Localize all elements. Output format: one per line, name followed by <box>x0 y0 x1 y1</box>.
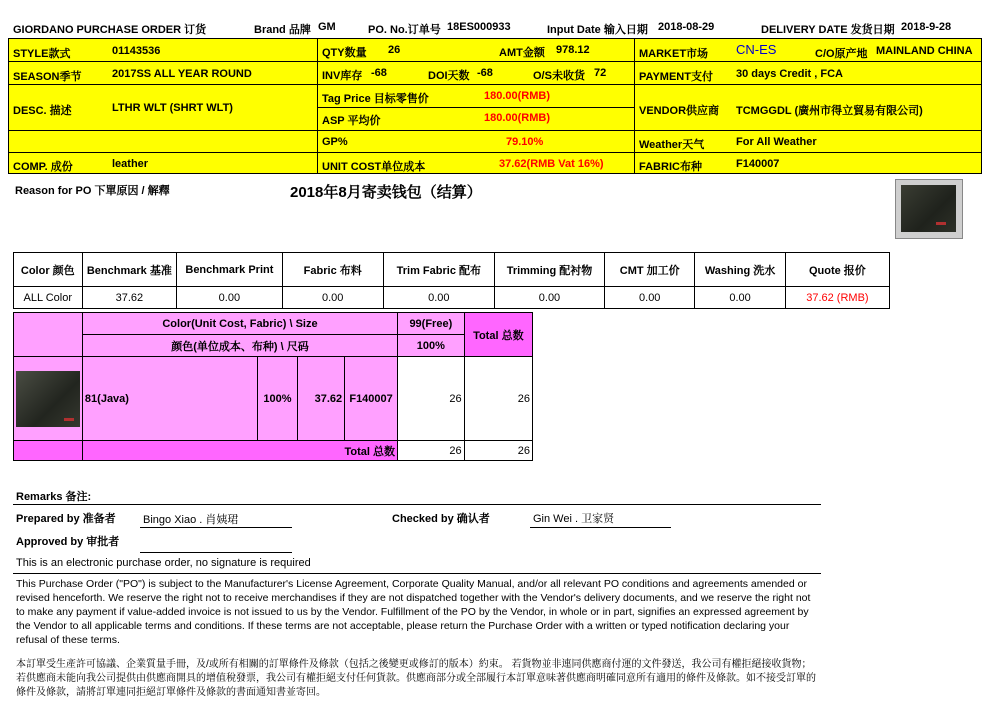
cost-header-cell: Trim Fabric 配布 <box>383 253 494 287</box>
checked-label: Checked by 确认者 <box>392 513 490 525</box>
size-percent: 100% <box>398 335 465 357</box>
payment-value: 30 days Credit , FCA <box>736 68 843 80</box>
row-fabric: F140007 <box>345 357 398 441</box>
footer-total: 26 <box>464 441 532 461</box>
amt-value: 978.12 <box>556 44 590 56</box>
footer-qty: 26 <box>398 441 465 461</box>
cost-header-cell: Color 颜色 <box>14 253 83 287</box>
terms-english: This Purchase Order ("PO") is subject to the Manufacturer's License Agreement, Corporate Quality Manual, and/or all relevant PO conditions and agreements amended or revised henceforth. We reserve the right not to receive merchandises if they are not dispatched together with the Vendor's delivery documents, and we reserve the right not to make any payment if value-added invoice is not issued to us by the Vendor. Fulfillment of the PO by the Vendor, in whole or in part, signifies an expressed agreement by the Vendor to all applicable terms and conditions. If these terms are not acceptable, please return the Purchase Order with a written or typed notification declaring your refusal of these terms. <box>16 578 811 646</box>
market-label: MARKET市场 <box>639 48 709 60</box>
weather-label: Weather天气 <box>639 139 705 151</box>
footer-total-label: Total 总数 <box>82 441 397 461</box>
comp-label: COMP. 成份 <box>13 161 73 173</box>
os-label: O/S未收货 <box>533 70 585 82</box>
gp-label: GP% <box>322 136 348 148</box>
cost-cell: 0.00 <box>383 287 494 309</box>
gp-value: 79.10% <box>506 136 544 148</box>
brand-label: Brand 品牌 <box>254 24 311 36</box>
cost-cell: ALL Color <box>14 287 83 309</box>
footer-corner-cell <box>14 441 83 461</box>
style-value: 01143536 <box>112 45 161 57</box>
origin-label: C/O原产地 <box>815 48 868 60</box>
desc-value: LTHR WLT (SHRT WLT) <box>112 102 233 114</box>
total-header: Total 总数 <box>464 313 532 357</box>
origin-value: MAINLAND CHINA <box>876 45 973 57</box>
vendor-value: TCMGGDL (廣州市得立貿易有限公司) <box>736 105 923 117</box>
inv-label: INV库存 <box>322 70 363 82</box>
cost-table <box>13 252 890 309</box>
cost-cell: 0.00 <box>605 287 695 309</box>
approved-label: Approved by 审批者 <box>16 536 120 548</box>
market-value: CN-ES <box>736 42 777 57</box>
doi-label: DOI天数 <box>428 70 470 82</box>
product-photo <box>895 179 963 239</box>
size-table <box>13 312 533 461</box>
po-number-value: 18ES000933 <box>447 21 511 33</box>
size-header-line1: Color(Unit Cost, Fabric) \ Size <box>82 313 397 335</box>
doi-value: -68 <box>477 67 493 79</box>
size-header-line2: 颜色(单位成本、布种) \ 尺码 <box>82 335 397 357</box>
tag-price-value: 180.00(RMB) <box>484 90 551 102</box>
delivery-date-value: 2018-9-28 <box>901 21 952 33</box>
style-label: STYLE款式 <box>13 48 71 60</box>
prepared-label: Prepared by 准备者 <box>16 513 116 525</box>
cost-header-cell: Benchmark Print <box>177 253 282 287</box>
size-corner-cell <box>14 313 83 357</box>
remarks-label: Remarks 备注: <box>16 491 92 503</box>
cost-header-cell: Benchmark 基准 <box>82 253 177 287</box>
cost-header-cell: Fabric 布料 <box>282 253 383 287</box>
os-value: 72 <box>594 67 607 79</box>
cost-cell: 0.00 <box>695 287 785 309</box>
delivery-date-label: DELIVERY DATE 发货日期 <box>761 24 895 36</box>
po-title: GIORDANO PURCHASE ORDER 订货 <box>13 24 207 36</box>
terms-chinese: 本訂單受生產許可協議、企業質量手冊，及/或所有相關的訂單條件及條款（包括之後變更或修訂的版本）約束。 若貨物並非連同供應商付運的文件發送，我公司有權拒絕接收貨物；若供應商未能向我公司提供由供應商開具的增值稅發票，我公司有權拒絕支付任何貨款。供應商部分或全部履行本訂單意味著供應商明確同意所有適用的條件及條款。如不接受訂單的條件及條款，請將訂單連同拒絕訂單條件及條款的書面通知書並寄回。 <box>16 659 816 698</box>
cost-header-cell: Trimming 配衬物 <box>494 253 604 287</box>
product-thumbnail <box>16 371 80 427</box>
row-percent: 100% <box>257 357 298 441</box>
cost-header-cell: CMT 加工价 <box>605 253 695 287</box>
row-color: 81(Java) <box>82 357 257 441</box>
qty-label: QTY数量 <box>322 47 367 59</box>
fabric-value: F140007 <box>736 158 780 170</box>
cost-header-cell: Quote 报价 <box>785 253 889 287</box>
cost-cell: 0.00 <box>282 287 383 309</box>
size-label: 99(Free) <box>398 313 465 335</box>
cost-cell: 0.00 <box>494 287 604 309</box>
checked-value: Gin Wei . 卫家贤 <box>533 513 615 525</box>
season-label: SEASON季节 <box>13 71 82 83</box>
row-thumbnail-cell <box>14 357 83 441</box>
row-total: 26 <box>464 357 532 441</box>
brand-value: GM <box>318 21 336 33</box>
row-cost: 37.62 <box>298 357 345 441</box>
unit-cost-value: 37.62(RMB Vat 16%) <box>499 158 604 170</box>
reason-value: 2018年8月寄卖钱包（结算） <box>290 184 482 201</box>
input-date-value: 2018-08-29 <box>658 21 715 33</box>
input-date-label: Input Date 输入日期 <box>547 24 648 36</box>
fabric-label: FABRIC布种 <box>639 161 702 173</box>
season-value: 2017SS ALL YEAR ROUND <box>112 68 252 80</box>
amt-label: AMT金额 <box>499 47 545 59</box>
vendor-label: VENDOR供应商 <box>639 105 720 117</box>
qty-value: 26 <box>388 44 401 56</box>
cost-cell: 37.62 <box>82 287 177 309</box>
electronic-note: This is an electronic purchase order, no signature is required <box>16 557 311 569</box>
unit-cost-label: UNIT COST单位成本 <box>322 161 426 173</box>
asp-label: ASP 平均价 <box>322 115 381 127</box>
po-number-label: PO. No.订单号 <box>368 24 441 36</box>
cost-header-cell: Washing 洗水 <box>695 253 785 287</box>
desc-label: DESC. 描述 <box>13 105 72 117</box>
comp-value: leather <box>112 158 149 170</box>
quote-cell: 37.62 (RMB) <box>785 287 889 309</box>
cost-cell: 0.00 <box>177 287 282 309</box>
reason-label: Reason for PO 下單原因 / 解釋 <box>15 185 170 197</box>
inv-value: -68 <box>371 67 387 79</box>
prepared-value: Bingo Xiao . 肖姨珺 <box>143 514 239 526</box>
weather-value: For All Weather <box>736 136 817 148</box>
asp-value: 180.00(RMB) <box>484 112 551 124</box>
tag-price-label: Tag Price 目标零售价 <box>322 93 429 105</box>
row-qty: 26 <box>398 357 465 441</box>
payment-label: PAYMENT支付 <box>639 71 713 83</box>
